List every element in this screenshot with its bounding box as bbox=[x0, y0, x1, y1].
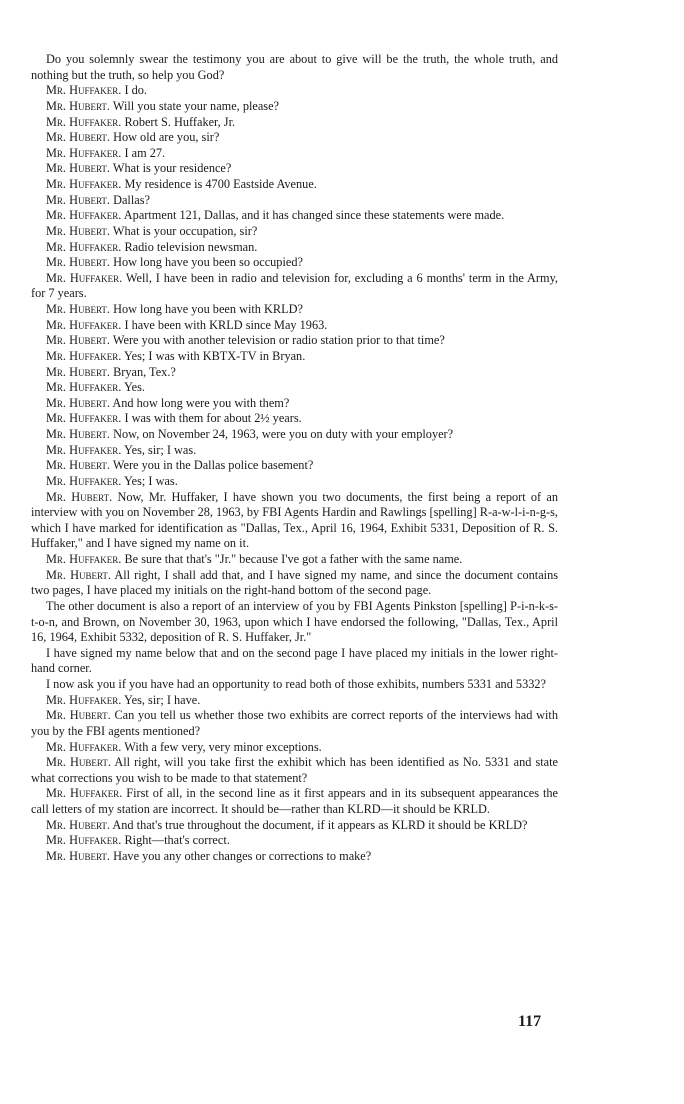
testimony-line bbox=[31, 740, 558, 756]
testimony-line bbox=[31, 818, 558, 834]
testimony-text: Radio television newsman. bbox=[124, 239, 258, 254]
testimony-line bbox=[31, 411, 558, 427]
testimony-text: Now, Mr. Huffaker, I have shown you two documents, the first being a report of an interview with you on November 28, 1963, by FBI Agents Hardin and Rawlings [spelling] R-a-w-l-i-n-g-s, which I have marked for identification as "Dallas, Tex., April 16, 1964, Exhibit 5331, Deposition of R. S. Huffaker," and I have signed my name on it. bbox=[31, 489, 558, 551]
speaker-label: Mr. Hubert. bbox=[46, 223, 110, 238]
testimony-line bbox=[31, 177, 558, 193]
oath-paragraph: Do you solemnly swear the testimony you are about to give will be the truth, the whole truth, and nothing but the truth, so help you God? bbox=[31, 52, 558, 82]
testimony-text: I do. bbox=[124, 83, 148, 98]
testimony-line bbox=[31, 396, 558, 412]
speaker-label: Mr. Huffaker. bbox=[46, 317, 122, 332]
testimony-text: Were you with another television or radio station prior to that time? bbox=[112, 333, 445, 348]
testimony-line bbox=[31, 193, 558, 209]
testimony-line bbox=[31, 161, 558, 177]
testimony-line bbox=[31, 474, 558, 490]
speaker-label: Mr. Hubert. bbox=[46, 302, 110, 316]
testimony-line bbox=[31, 208, 558, 224]
testimony-text: Be sure that that's "Jr." because I've got a father with the same name. bbox=[124, 552, 463, 566]
testimony-line bbox=[31, 833, 558, 849]
speaker-label: Mr. Huffaker. bbox=[46, 552, 122, 566]
testimony-text: How old are you, sir? bbox=[113, 130, 220, 145]
testimony-line bbox=[31, 849, 558, 865]
testimony-line bbox=[31, 443, 558, 459]
testimony-text: How long have you been so occupied? bbox=[113, 255, 303, 270]
speaker-label: Mr. Huffaker. bbox=[46, 833, 122, 848]
testimony-text: And how long were you with them? bbox=[112, 395, 290, 410]
testimony-text: Right—that's correct. bbox=[124, 833, 230, 848]
testimony-line bbox=[31, 333, 558, 349]
speaker-label: Mr. Hubert. bbox=[46, 567, 111, 582]
testimony-text: I am 27. bbox=[124, 145, 166, 160]
speaker-label: Mr. Hubert. bbox=[46, 708, 111, 723]
testimony-line bbox=[31, 271, 558, 302]
testimony-text: Yes; I was. bbox=[124, 473, 178, 488]
speaker-label: Mr. Hubert. bbox=[46, 817, 110, 832]
testimony-text: Dallas? bbox=[113, 192, 150, 207]
speaker-label: Mr. Huffaker. bbox=[46, 83, 122, 98]
testimony-text: I was with them for about 2½ years. bbox=[124, 411, 302, 426]
testimony-text: Have you any other changes or corrections to make? bbox=[113, 848, 372, 863]
testimony-text: All right, will you take first the exhibit which has been identified as No. 5331 and state what corrections you wish to be made to that statement? bbox=[31, 755, 558, 785]
testimony-line bbox=[31, 255, 558, 271]
testimony-line bbox=[31, 365, 558, 381]
testimony-line bbox=[31, 146, 558, 162]
speaker-label: Mr. Hubert. bbox=[46, 848, 110, 863]
speaker-label: Mr. Huffaker. bbox=[46, 442, 122, 457]
testimony-line bbox=[31, 380, 558, 396]
speaker-label: Mr. Huffaker. bbox=[46, 411, 122, 426]
testimony-line bbox=[31, 224, 558, 240]
testimony-line bbox=[31, 552, 558, 568]
testimony-text: Now, on November 24, 1963, were you on duty with your employer? bbox=[113, 427, 454, 441]
speaker-label: Mr. Huffaker. bbox=[46, 177, 122, 191]
testimony-text: First of all, in the second line as it first appears and in its subsequent appearances the call letters of my station are incorrect. It should be—rather than KLRD—it should be KRLD. bbox=[31, 786, 558, 816]
testimony-line bbox=[31, 349, 558, 365]
testimony-text: What is your residence? bbox=[112, 161, 232, 176]
testimony-line bbox=[31, 130, 558, 146]
speaker-label: Mr. Hubert. bbox=[46, 98, 110, 113]
testimony-paragraph: I have signed my name below that and on the second page I have placed my initials in the lower right-hand corner. bbox=[31, 645, 558, 676]
testimony-text: Can you tell us whether those two exhibits are correct reports of the interviews had with you by the FBI agents mentioned? bbox=[31, 708, 559, 738]
testimony-line bbox=[31, 318, 558, 334]
testimony-text: Yes. bbox=[124, 380, 145, 395]
testimony-text: Bryan, Tex.? bbox=[113, 364, 176, 379]
speaker-label: Mr. Hubert. bbox=[46, 489, 113, 504]
testimony-line bbox=[31, 755, 558, 786]
speaker-label: Mr. Hubert. bbox=[46, 333, 110, 348]
speaker-label: Mr. Huffaker. bbox=[46, 239, 122, 254]
testimony-paragraph: The other document is also a report of an interview of you by FBI Agents Pinkston [spelling] P-i-n-k-s-t-o-n, and Brown, on November 30, 1963, upon which I have endorsed the following, "Dallas, Tex., April 16, 1964, Exhibit 5332, deposition of R. S. Huffaker, Jr." bbox=[31, 598, 558, 645]
testimony-text: Will you state your name, please? bbox=[112, 98, 279, 113]
testimony-line bbox=[31, 427, 558, 443]
testimony-text: All right, I shall add that, and I have signed my name, and since the document contains two pages, I have placed my initials on the right-hand bottom of the second page. bbox=[31, 567, 558, 598]
speaker-label: Mr. Huffaker. bbox=[46, 270, 123, 285]
speaker-label: Mr. Huffaker. bbox=[46, 739, 122, 754]
testimony-line bbox=[31, 708, 558, 739]
testimony-column bbox=[31, 52, 558, 865]
speaker-label: Mr. Hubert. bbox=[46, 130, 110, 145]
testimony-line bbox=[31, 240, 558, 256]
speaker-label: Mr. Huffaker. bbox=[46, 473, 122, 488]
speaker-label: Mr. Huffaker. bbox=[46, 114, 122, 129]
page-number: 117 bbox=[518, 1013, 542, 1030]
testimony-line bbox=[31, 786, 558, 817]
speaker-label: Mr. Hubert. bbox=[46, 458, 110, 473]
speaker-label: Mr. Huffaker. bbox=[46, 208, 122, 223]
testimony-line bbox=[31, 693, 558, 709]
testimony-text: Yes; I was with KBTX-TV in Bryan. bbox=[124, 348, 306, 363]
testimony-text: My residence is 4700 Eastside Avenue. bbox=[124, 177, 317, 191]
testimony-text: Yes, sir; I was. bbox=[124, 442, 197, 457]
speaker-label: Mr. Hubert. bbox=[46, 755, 111, 770]
speaker-label: Mr. Hubert. bbox=[46, 364, 110, 379]
speaker-label: Mr. Huffaker. bbox=[46, 348, 122, 363]
testimony-line bbox=[31, 302, 558, 318]
testimony-paragraph: I now ask you if you have had an opportunity to read both of those exhibits, numbers 5331 and 5332? bbox=[46, 677, 546, 691]
testimony-text: Apartment 121, Dallas, and it has changed since these statements were made. bbox=[123, 208, 505, 223]
testimony-line bbox=[31, 115, 558, 131]
testimony-line bbox=[31, 99, 558, 115]
speaker-label: Mr. Huffaker. bbox=[46, 380, 122, 395]
testimony-text: With a few very, very minor exceptions. bbox=[124, 739, 322, 754]
speaker-label: Mr. Hubert. bbox=[46, 427, 110, 441]
testimony-text: Were you in the Dallas police basement? bbox=[112, 458, 314, 473]
speaker-label: Mr. Huffaker. bbox=[46, 786, 123, 801]
testimony-line bbox=[31, 490, 558, 553]
testimony-line bbox=[31, 568, 558, 599]
testimony-text: What is your occupation, sir? bbox=[112, 223, 258, 238]
testimony-text: Yes, sir; I have. bbox=[124, 692, 201, 707]
testimony-text: Well, I have been in radio and television for, excluding a 6 months' term in the Army, for 7 years. bbox=[31, 270, 559, 301]
testimony-line bbox=[31, 83, 558, 99]
speaker-label: Mr. Hubert. bbox=[46, 161, 110, 176]
testimony-text: I have been with KRLD since May 1963. bbox=[124, 317, 328, 332]
speaker-label: Mr. Hubert. bbox=[46, 255, 110, 270]
testimony-text: And that's true throughout the document, if it appears as KLRD it should be KRLD? bbox=[112, 817, 528, 832]
testimony-text: Robert S. Huffaker, Jr. bbox=[124, 114, 236, 129]
speaker-label: Mr. Huffaker. bbox=[46, 145, 122, 160]
speaker-label: Mr. Hubert. bbox=[46, 192, 110, 207]
testimony-text: How long have you been with KRLD? bbox=[113, 302, 303, 316]
speaker-label: Mr. Hubert. bbox=[46, 395, 110, 410]
testimony-line bbox=[31, 458, 558, 474]
speaker-label: Mr. Huffaker. bbox=[46, 692, 122, 707]
